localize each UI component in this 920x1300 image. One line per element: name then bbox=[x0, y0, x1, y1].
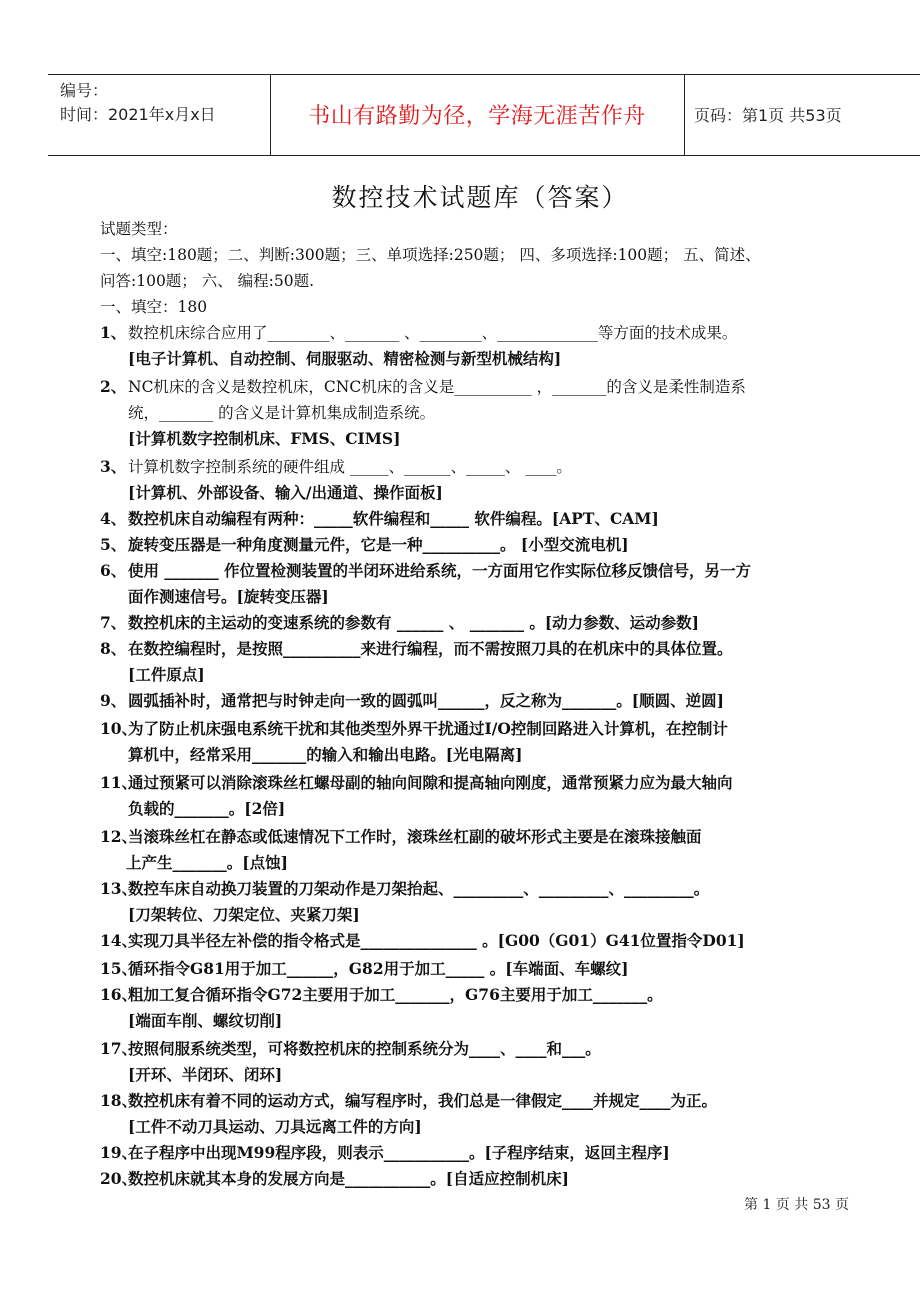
question-item bbox=[100, 636, 890, 688]
question-item bbox=[100, 1140, 890, 1166]
question-answer: [刀架转位、刀架定位、夹紧刀架] bbox=[128, 905, 360, 924]
question-text-cont: [工件原点] bbox=[128, 665, 205, 684]
question-item bbox=[100, 320, 890, 372]
question-number: 10、 bbox=[100, 719, 138, 738]
question-text-cont: 统，_______ 的含义是计算机集成制造系统。 bbox=[128, 404, 436, 422]
question-types-line2: 问答:100题； 六、 编程:50题. bbox=[100, 272, 315, 290]
header-divider bbox=[684, 75, 685, 155]
question-item bbox=[100, 770, 890, 822]
question-item bbox=[100, 824, 890, 876]
question-text-cont: 面作测速信号。[旋转变压器] bbox=[128, 587, 329, 606]
page-footer: 第 1 页 共 53 页 bbox=[744, 1197, 849, 1213]
question-answer: [电子计算机、自动控制、伺服驱动、精密检测与新型机械结构] bbox=[128, 349, 562, 368]
question-text: 计算机数字控制系统的硬件组成 _____、______、_____、 ____。 bbox=[128, 458, 572, 476]
question-text-cont: 算机中，经常采用_______的输入和输出电路。[光电隔离] bbox=[128, 745, 523, 764]
question-text: 为了防止机床强电系统干扰和其他类型外界干扰通过I/O控制回路进入计算机，在控制计 bbox=[128, 719, 728, 738]
question-number: 15、 bbox=[100, 959, 138, 978]
question-text: 实现刀具半径左补偿的指令格式是_______________ 。[G00（G01）G41位置指令D01] bbox=[128, 931, 745, 950]
question-number: 4、 bbox=[100, 509, 127, 528]
number-label: 编号： bbox=[60, 81, 109, 100]
question-number: 1、 bbox=[100, 323, 127, 342]
question-answer: [端面车削、螺纹切削] bbox=[128, 1011, 283, 1030]
question-number: 11、 bbox=[100, 773, 138, 792]
question-text: 数控机床就其本身的发展方向是___________。[自适应控制机床] bbox=[128, 1169, 569, 1188]
question-number: 17、 bbox=[100, 1039, 138, 1058]
question-item bbox=[100, 688, 890, 714]
question-item bbox=[100, 982, 890, 1034]
question-answer: [工件不动刀具运动、刀具远离工件的方向] bbox=[128, 1117, 422, 1136]
question-text: 数控机床自动编程有两种：_____软件编程和_____ 软件编程。[APT、CAM] bbox=[128, 509, 659, 528]
header-meta bbox=[60, 79, 216, 127]
question-text: 圆弧插补时，通常把与时钟走向一致的圆弧叫______，反之称为_______。[顺圆、逆圆] bbox=[128, 691, 724, 710]
question-item bbox=[100, 374, 890, 452]
question-item bbox=[100, 876, 890, 928]
question-item bbox=[100, 1166, 890, 1192]
question-text-cont: 上产生_______。[点蚀] bbox=[126, 853, 288, 872]
question-number: 5、 bbox=[100, 535, 127, 554]
page-header bbox=[48, 74, 920, 156]
question-text: 数控机床的主运动的变速系统的参数有 ______ 、 _______ 。[动力参数、运动参数] bbox=[128, 613, 700, 632]
question-number: 13、 bbox=[100, 879, 138, 898]
question-number: 3、 bbox=[100, 457, 127, 476]
question-text: 数控机床综合应用了________、_______ 、________、_____________等方面的技术成果。 bbox=[128, 324, 738, 342]
question-item bbox=[100, 716, 890, 768]
question-types-label: 试题类型： bbox=[100, 220, 178, 238]
question-number: 16、 bbox=[100, 985, 138, 1004]
question-item bbox=[100, 1088, 890, 1140]
question-text: NC机床的含义是数控机床，CNC机床的含义是__________ ，_______的含义是柔性制造系 bbox=[128, 378, 746, 396]
question-number: 8、 bbox=[100, 639, 127, 658]
question-item bbox=[100, 956, 890, 982]
question-number: 18、 bbox=[100, 1091, 138, 1110]
question-text: 粗加工复合循环指令G72主要用于加工_______，G76主要用于加工_______。 bbox=[128, 985, 663, 1004]
question-item bbox=[100, 532, 890, 558]
question-text: 数控车床自动换刀装置的刀架动作是刀架抬起、_________、_________、_________。 bbox=[128, 879, 710, 898]
question-text: 在数控编程时，是按照__________来进行编程，而不需按照刀具的在机床中的具体位置。 bbox=[128, 639, 733, 658]
document-title: 数控技术试题库（答案） bbox=[331, 183, 629, 212]
question-text: 数控机床有着不同的运动方式，编写程序时，我们总是一律假定____并规定____为正。 bbox=[128, 1091, 718, 1110]
header-page-info: 页码：第1页 共53页 bbox=[694, 106, 842, 125]
question-answer: [计算机、外部设备、输入/出通道、操作面板] bbox=[128, 483, 443, 502]
question-text: 在子程序中出现M99程序段，则表示___________。[子程序结束，返回主程序] bbox=[128, 1143, 670, 1162]
question-text: 旋转变压器是一种角度测量元件，它是一种__________。 [小型交流电机] bbox=[128, 535, 629, 554]
question-number: 20、 bbox=[100, 1169, 138, 1188]
section-heading: 一、填空：180 bbox=[100, 298, 208, 316]
question-answer: [开环、半闭环、闭环] bbox=[128, 1065, 283, 1084]
question-text: 按照伺服系统类型，可将数控机床的控制系统分为____、____和___。 bbox=[128, 1039, 601, 1058]
question-text: 使用 _______ 作位置检测装置的半闭环进给系统，一方面用它作实际位移反馈信号，另一方 bbox=[128, 561, 752, 580]
question-item bbox=[100, 610, 890, 636]
question-number: 19、 bbox=[100, 1143, 138, 1162]
question-types-line1: 一、填空:180题；二、判断:300题；三、单项选择:250题； 四、多项选择:100题； 五、简述、 bbox=[100, 246, 761, 264]
question-number: 6、 bbox=[100, 561, 127, 580]
question-number: 14、 bbox=[100, 931, 138, 950]
question-text: 循环指令G81用于加工______，G82用于加工_____ 。[车端面、车螺纹] bbox=[128, 959, 629, 978]
question-item bbox=[100, 928, 890, 954]
question-number: 9、 bbox=[100, 691, 127, 710]
header-motto: 书山有路勤为径，学海无涯苦作舟 bbox=[308, 104, 646, 129]
question-answer: [计算机数字控制机床、FMS、CIMS] bbox=[128, 429, 401, 448]
question-item bbox=[100, 1036, 890, 1088]
question-number: 2、 bbox=[100, 377, 127, 396]
question-item bbox=[100, 558, 890, 610]
question-text: 通过预紧可以消除滚珠丝杠螺母副的轴向间隙和提高轴向刚度，通常预紧力应为最大轴向 bbox=[128, 773, 733, 792]
question-item bbox=[100, 454, 890, 506]
time-label: 时间：2021年x月x日 bbox=[60, 105, 216, 124]
question-text: 当滚珠丝杠在静态或低速情况下工作时，滚珠丝杠副的破坏形式主要是在滚珠接触面 bbox=[128, 827, 702, 846]
question-text-cont: 负载的_______。[2倍] bbox=[128, 799, 286, 818]
question-item bbox=[100, 506, 890, 532]
question-number: 7、 bbox=[100, 613, 127, 632]
question-number: 12、 bbox=[100, 827, 138, 846]
